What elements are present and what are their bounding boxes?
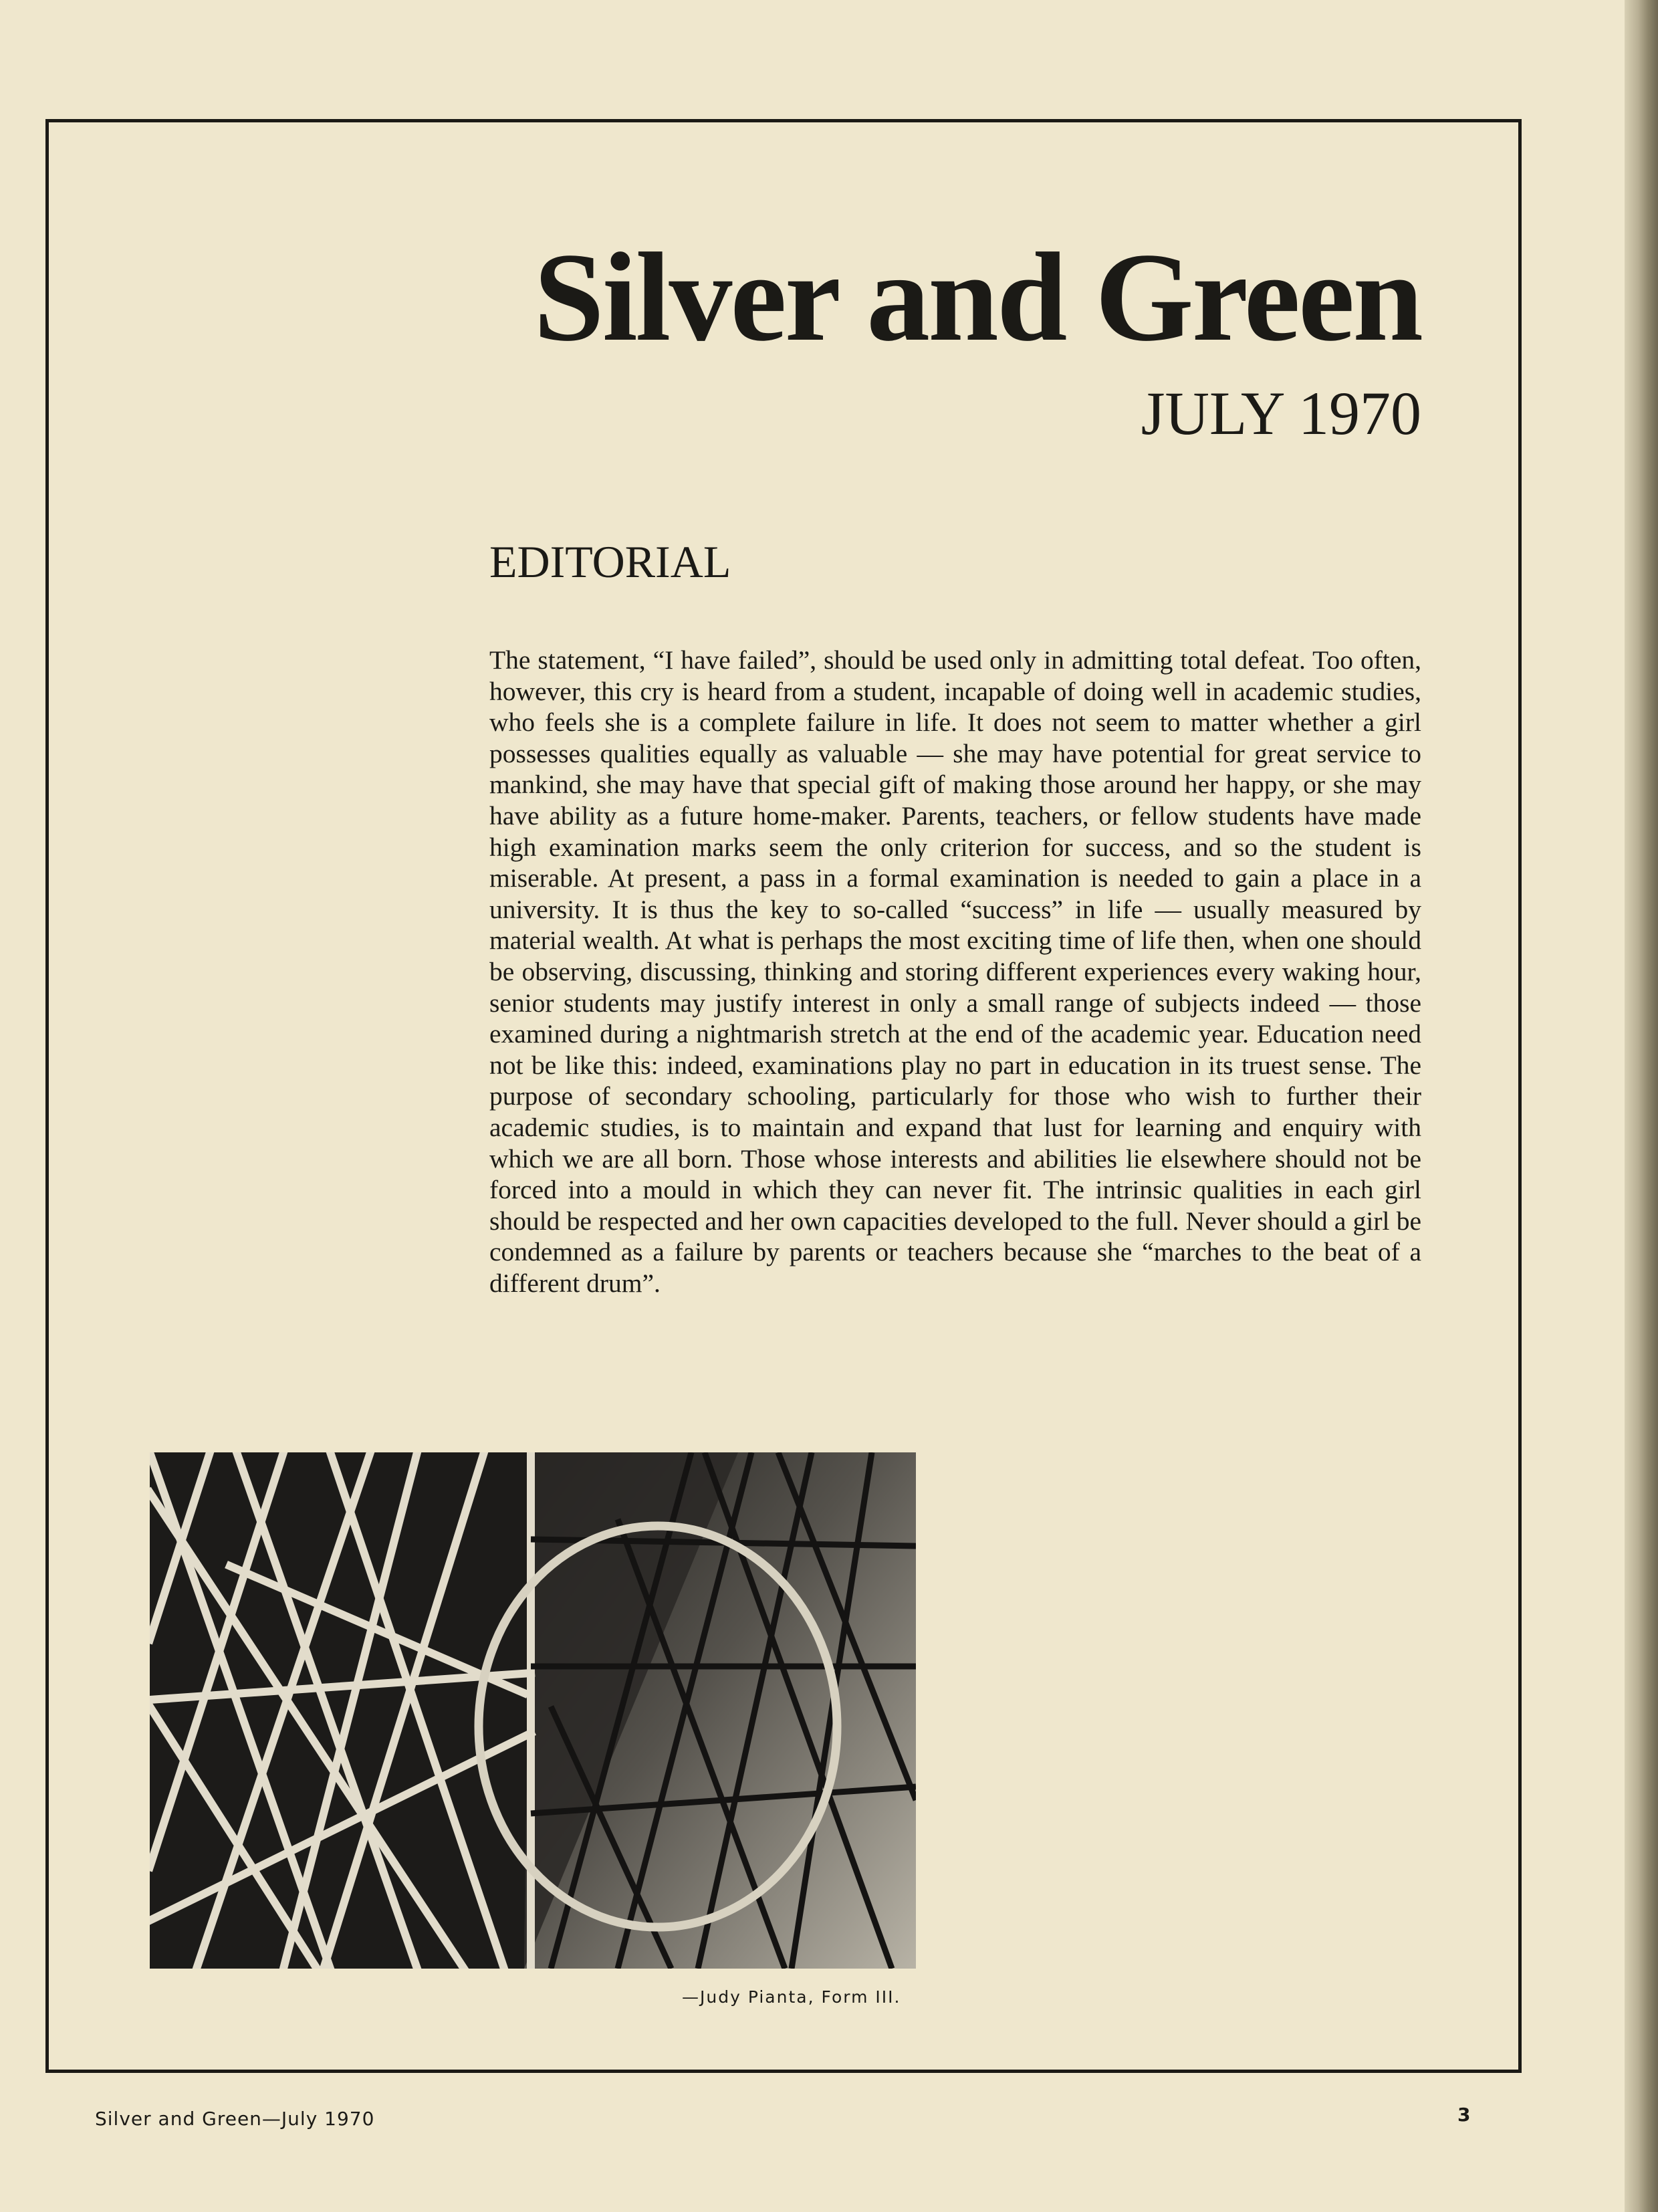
issue-date: JULY 1970 (1141, 379, 1421, 447)
editorial-body-text: The statement, “I have failed”, should be used only in admitting total defeat. Too often, however, this cry is heard from a student, incapable of doing well in academic studies, who feels she is a complete failure in life. It does not seem to matter whether a girl possesses qualities equally as valuable — she may have potential for great service to mankind, she may have that special gift of making those around her happy, or she may have ability as a future home-maker. Parents, teachers, or fellow students have made high examination marks seem the only criterion for success, and so the student is miserable. At present, a pass in a formal examination is needed to gain a place in a university. It is thus the key to so-called “success” in life — usually measured by material wealth. At what is perhaps the most exciting time of life then, when one should be observing, discussing, thinking and storing different experiences every waking hour, senior students may justify interest in only a small range of subjects indeed — those examined during a nightmarish stretch at the end of the academic year. Education need not be like this: indeed, examinations play no part in education in its truest sense. The purpose of secondary schooling, particularly for those who wish to further their academic studies, is to maintain and expand that lust for learning and enquiry with which we are all born. Those whose interests and abilities lie elsewhere should not be forced into a mould in which they can never fit. The intrinsic qualities in each girl should be respected and her own capacities developed to the full. Never should a girl be condemned as a failure by parents or teachers because she “marches to the beat of a different drum”. (489, 645, 1421, 1298)
artwork-caption: —Judy Pianta, Form III. (682, 1987, 901, 2007)
page-binding-edge (1625, 0, 1658, 2212)
page-number: 3 (1457, 2104, 1471, 2126)
magazine-title: Silver and Green (534, 227, 1421, 368)
footer-publication-line: Silver and Green—July 1970 (95, 2108, 375, 2130)
editorial-heading: EDITORIAL (489, 536, 731, 587)
geometric-artwork-image (150, 1452, 916, 1969)
